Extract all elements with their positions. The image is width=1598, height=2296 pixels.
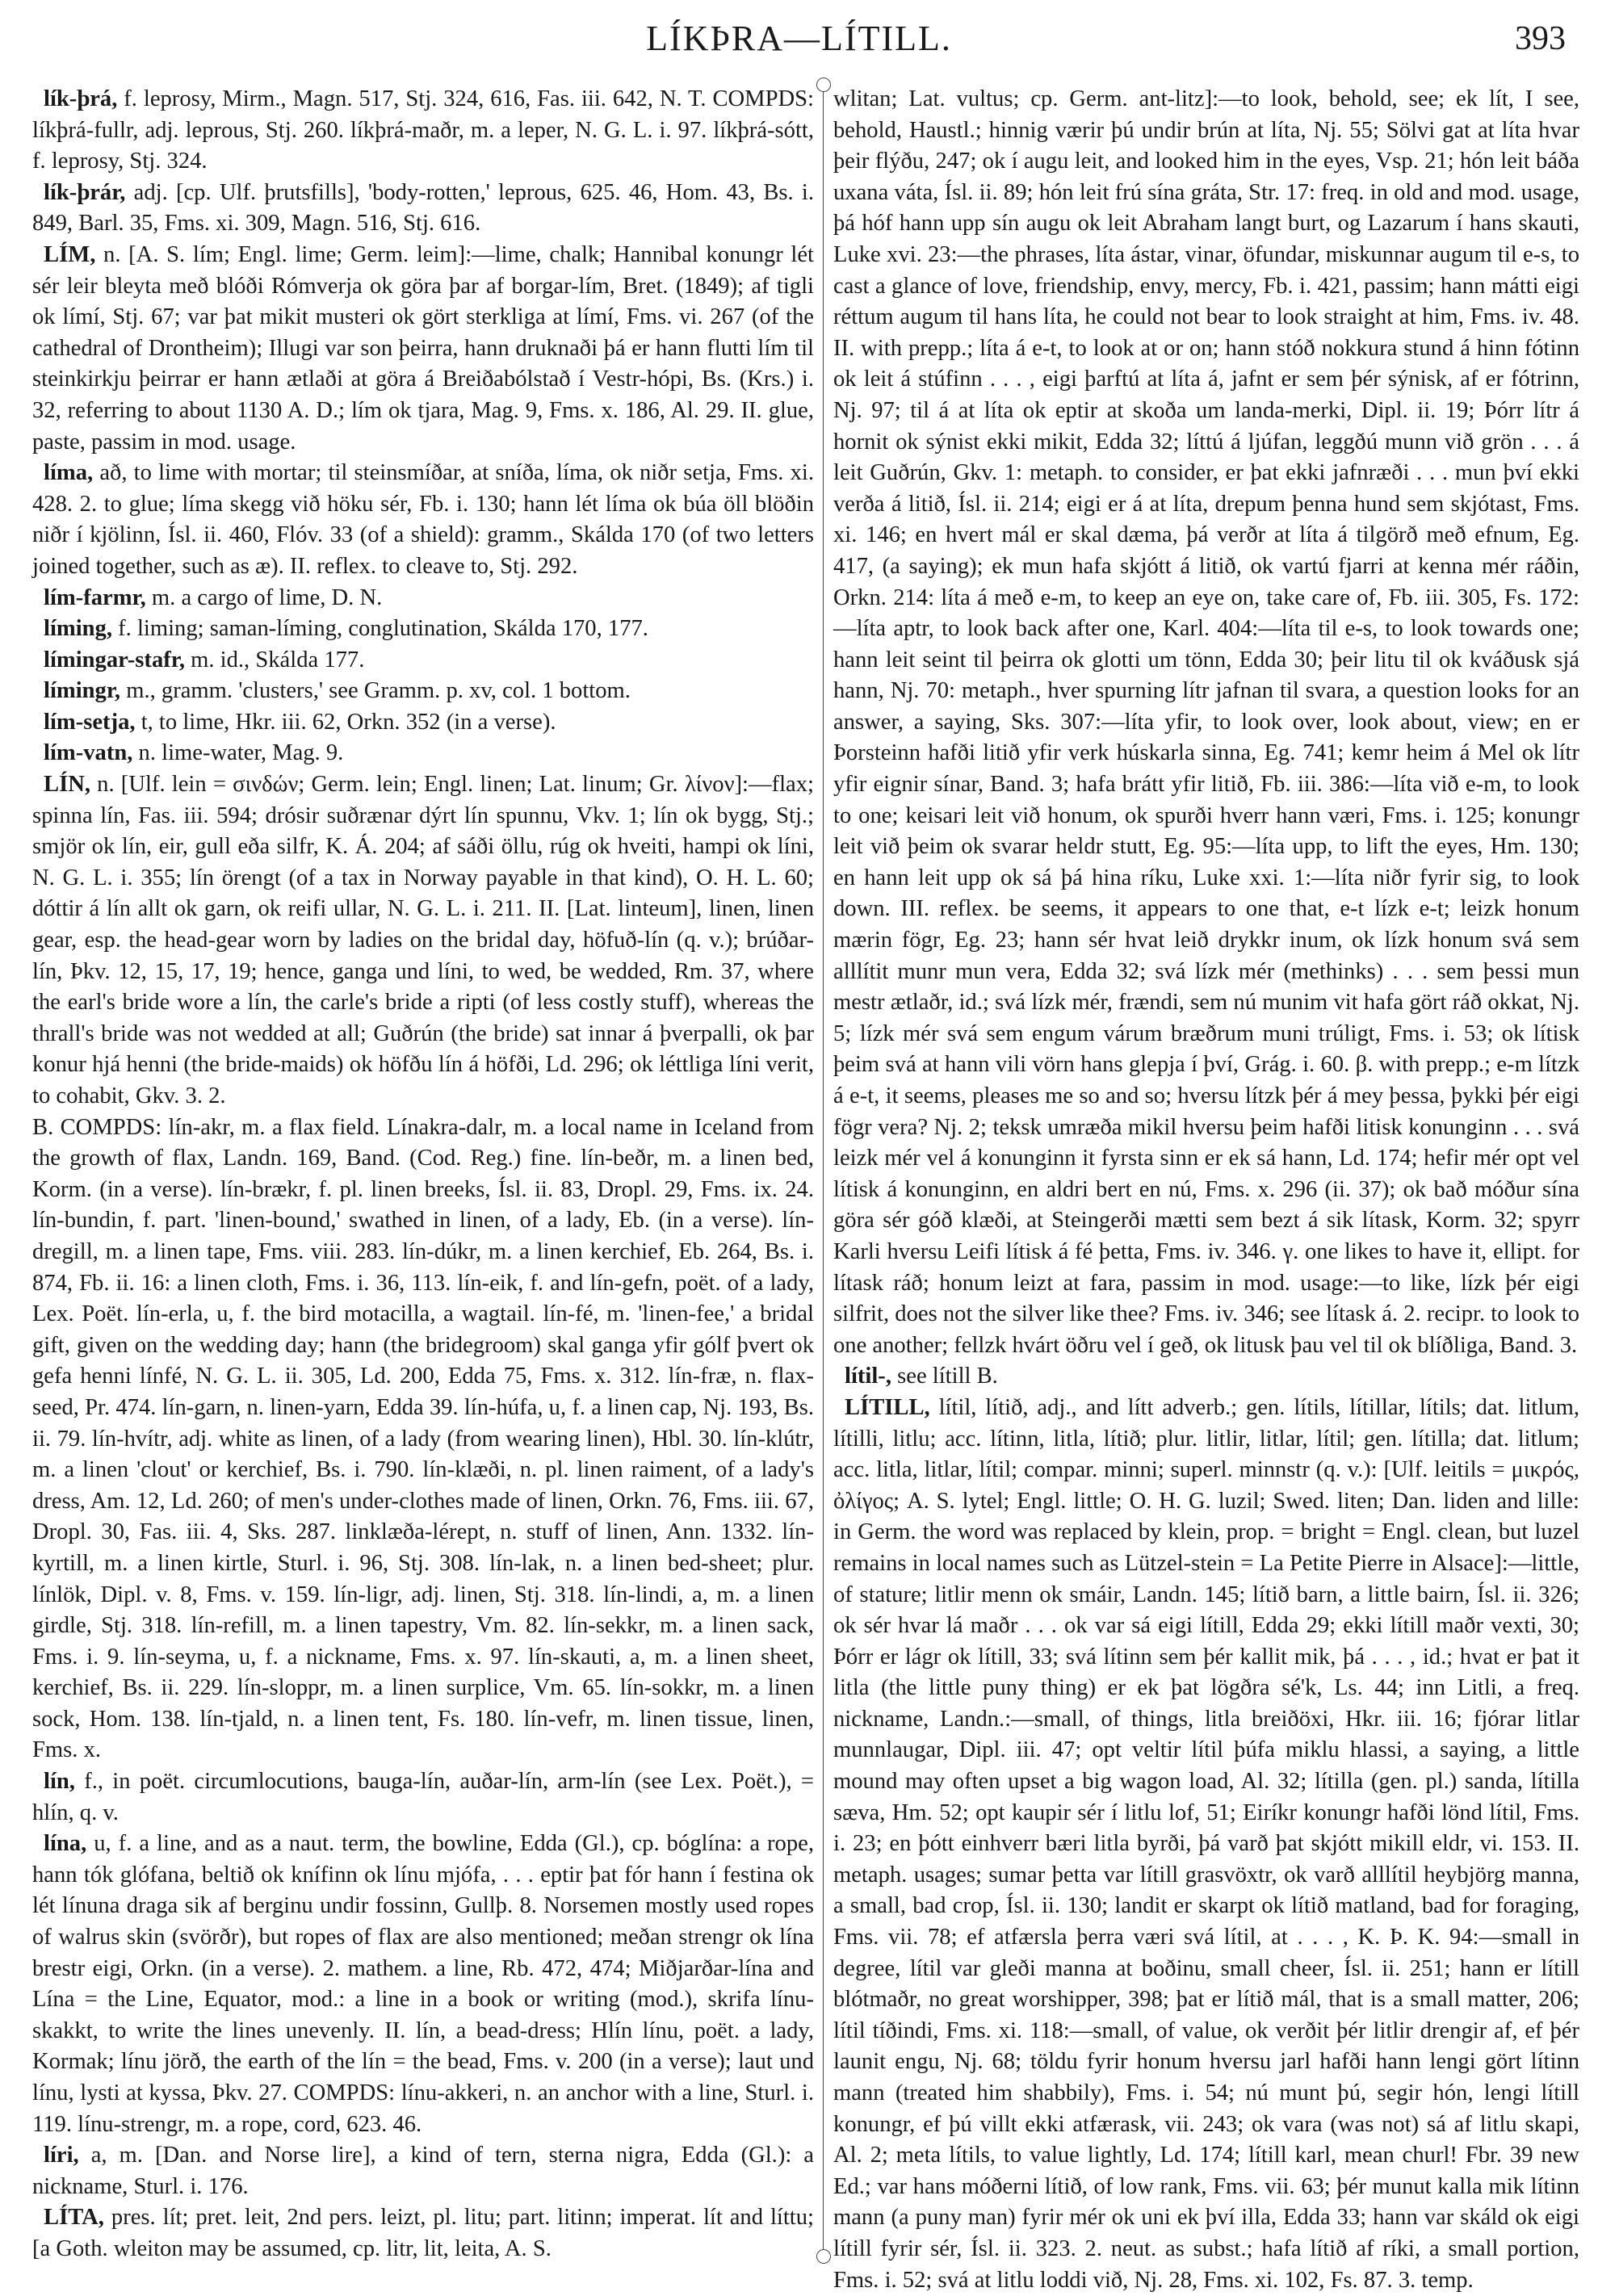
entry-definition: pres. lít; pret. leit, 2nd pers. leizt, pl. litu; part. litinn; imperat. lít and líttu; [a Goth. wleiton may be assumed, cp. litr, lit, leita, A. S.	[32, 2205, 814, 2261]
entry-headword: lítil-,	[845, 1364, 891, 1389]
entry-definition: a, m. [Dan. and Norse lire], a kind of tern, sterna nigra, Edda (Gl.): a nickname, Sturl. i. 176.	[32, 2143, 814, 2199]
entry-definition: að, to lime with mortar; til steinsmíðar, at sníða, líma, ok niðr setja, Fms. xi. 428. 2. to glue; líma skegg við höku sér, Fb. i. 130; hann lét líma ok búa öll blöðin niðr í kjölinn, Ísl. ii. 460, Flóv. 33 (of a shield): gramm., Skálda 170 (of two letters joined together, such as æ). II. reflex. to cleave to, Stj. 292.	[32, 460, 814, 579]
entry-definition: m. a cargo of lime, D. N.	[145, 584, 383, 610]
entry-definition: t, to lime, Hkr. iii. 62, Orkn. 352 (in a verse).	[135, 709, 556, 735]
entry-definition: n. lime-water, Mag. 9.	[132, 740, 344, 766]
entry-headword: líma,	[44, 460, 94, 486]
entry-headword: LÍM,	[44, 241, 96, 267]
right-column	[833, 84, 1579, 2296]
entry-definition: m., gramm. 'clusters,' see Gramm. p. xv, col. 1 bottom.	[120, 678, 631, 704]
entry-definition: n. [A. S. lím; Engl. lime; Germ. leim]:—lime, chalk; Hannibal konungr lét sér leir bleyta með blóði Rómverja ok göra þar af borgar-lím, Bret. (1849); af tigli ok límí, Stj. 67; var þat mikit musteri ok gört sterkliga at límí, Fms. vi. 267 (of the cathedral of Drontheim); Illugi var son þeirra, hann druknaði þá er hann flutti lím til steinkirkju þeirrar er hann ætlaði at göra á Breiðabólstað í Vestr-hópi, Bs. (Krs.) i. 32, referring to about 1130 A. D.; lím ok tjara, Mag. 9, Fms. x. 186, Al. 29. II. glue, paste, passim in mod. usage.	[32, 241, 814, 455]
entry-definition: f. leprosy, Mirm., Magn. 517, Stj. 324, 616, Fas. iii. 642, N. T. COMPDS: líkþrá-fullr, adj. leprous, Stj. 260. líkþrá-maðr, m. a leper, N. G. L. i. 97. líkþrá-sótt, f. leprosy, Stj. 324.	[32, 86, 814, 174]
dictionary-entry	[32, 645, 814, 677]
dictionary-entry	[32, 1112, 814, 1766]
entry-headword: lím-farmr,	[44, 584, 146, 610]
dictionary-entry	[32, 614, 814, 645]
entry-definition: f., in poët. circumlocutions, bauga-lín, auðar-lín, arm-lín (see Lex. Poët.), = hlín, q. v.	[32, 1769, 814, 1825]
left-column	[32, 84, 814, 2265]
entry-headword: LÍTILL,	[845, 1394, 930, 1420]
dictionary-entry	[833, 1393, 1579, 2296]
entry-headword: límingar-stafr,	[44, 647, 185, 672]
divider-ornament-top	[816, 78, 831, 92]
entry-headword: lím-setja,	[44, 709, 136, 735]
dictionary-entry	[32, 458, 814, 582]
entry-headword: lína,	[44, 1831, 87, 1857]
dictionary-entry	[32, 707, 814, 739]
entry-definition: n. [Ulf. lein = σινδών; Germ. lein; Engl. linen; Lat. linum; Gr. λίνον]:—flax; spinna lín, Fas. iii. 594; drósir suðrænar dýrt lín spunnu, Vkv. 1; lín ok bygg, Stj.; smjör ok lín, eir, gull eða silfr, K. Á. 204; af sáði öllu, rúg ok hveiti, hampi ok líni, N. G. L. i. 355; lín örengt (of a tax in Norway payable in that kind), O. H. L. 60; dóttir á lín allt ok garn, ok reifi ullar, N. G. L. i. 211. II. [Lat. linteum], linen, linen gear, esp. the head-gear worn by ladies on the bridal day, höfuð-lín (q. v.); brúðar-lín, Þkv. 12, 15, 17, 19; hence, ganga und líni, to wed, be wedded, Rm. 37, where the earl's bride wore a lín, the carle's bride a ripti (of less costly stuff), whereas the thrall's bride was not wedded at all; Guðrún (the bride) sat innar á þverpalli, ok þar konur hjá henni (the bride-maids) ok höfðu lín á höfði, Ld. 296; ok léttliga líni verit, to cohabit, Gkv. 3. 2.	[32, 772, 814, 1108]
dictionary-entry	[32, 2202, 814, 2265]
dictionary-entry	[833, 84, 1579, 1361]
entry-definition: wlitan; Lat. vultus; cp. Germ. ant-litz]:—to look, behold, see; ek lít, I see, behold, Haustl.; hinnig værir þú undir brún at líta, Nj. 55; Sölvi gat at líta hvar þeir flýðu, 247; ok í augu leit, and looked him in the eyes, Vsp. 21; hón leit báða uxana váta, Ísl. ii. 89; hón leit frú sína gráta, Str. 17: freq. in old and mod. usage, þá hóf hann upp sín augu ok leit Abraham langt burt, og Lazarum í hans skauti, Luke xvi. 23:—the phrases, líta ástar, vinar, öfundar, miskunnar augum til e-s, to cast a glance of love, friendship, envy, mercy, Fb. i. 421, passim; hann mátti eigi réttum augum til hans líta, he could not bear to look straight at him, Fms. iv. 48. II. with prepp.; líta á e-t, to look at or on; hann stóð nokkura stund á hinn fótinn ok leit á stúfinn . . . , eigi þarftú at líta á, jafnt er sem þér sýnisk, af er fótrinn, Nj. 97; til á at líta ok eptir at skoða um landa-merki, Dipl. ii. 19; Þórr lítr á hornit ok sýnist ekki mikit, Edda 32; líttú á ljúfan, leggðú munn við grön . . . á leit Guðrún, Gkv. 1: metaph. to consider, er þat ekki jafnræði . . . mun því ekki verða á litið, Ísl. ii. 214; eigi er á at líta, drepum þenna hund sem skjótast, Fms. xi. 146; en hvert mál er skal dæma, þá verðr at líta á tilgörð með efnum, Eg. 417, (a saying); ek mun hafa skjótt á litið, ok vartú fjarri at kenna mér ráðin, Orkn. 214: líta á með e-m, to keep an eye on, take care of, Fb. iii. 305, Fs. 172:—líta aptr, to look back after one, Karl. 404:—líta til e-s, to look towards one; hann leit seint til þeirra ok glotti um tönn, Edda 30; þeir litu til ok kváðusk sjá hann, Nj. 70: metaph., hver spurning lítr jafnan til svara, a question looks for an answer, a saying, Sks. 307:—líta yfir, to look over, look about, view; en er Þorsteinn hafði litið yfir verk húskarla sinna, Eg. 741; kemr heim á Mel ok lítr yfir eignir sínar, Band. 3; hafa brátt yfir litið, Fb. iii. 386:—líta við e-m, to look to one; keisari leit við honum, ok spurði hverr hann væri, Fms. i. 125; konungr leit við þeim ok svarar heldr stutt, Eg. 95:—líta upp, to lift the eyes, Hm. 130; en hann leit upp ok sá þá hina ríku, Luke xxi. 1:—líta niðr fyrir sig, to look down. III. reflex. be seems, it appears to one that, e-t lízk e-t; leizk honum mærin fögr, Eg. 23; hann sér hvat leið drykkr inum, ok lízk honum svá sem alllítit munr mun vera, Edda 32; svá lízk mér (methinks) . . . sem þessi mun mestr ætlaðr, id.; svá lízk mér, frændi, sem nú munim vit hafa gört ráð okkat, Nj. 5; lízk mér svá sem engum várum bræðrum muni trúligt, Fms. i. 53; ok lítisk þeim svá at hann vili vörn hans glepja í því, Grág. i. 60. β. with prepp.; e-m lítzk á e-t, it seems, pleases me so and so; hversu lítzk þér á mey þessa, þykki þér eigi fögr vera? Nj. 2; teksk umræða mikil hversu þeim hafði litisk konunginn . . . svá leizk mér vel á konunginn it fyrsta sinn er ek sá hann, Ld. 174; hefir mér opt vel lítisk á konunginn, en aldri bert en nú, Fms. x. 296 (ii. 37); ok bað móður sína göra sér góð klæði, at Steingerði mætti sem bezt á sik lítask, Korm. 32; spyrr Karli hversu Leifi lítisk á fé þetta, Fms. iv. 346. γ. one likes to have it, ellipt. for lítask ráð; honum leizt at fara, passim in mod. usage:—to like, lízk þér eigi silfrit, does not the silver like thee? Fms. iv. 346; see lítask á. 2. recipr. to look to one another; fellzk hvárt öðru vel í geð, ok litusk þau vel til ok blíðliga, Band. 3.	[833, 86, 1579, 1358]
dictionary-entry	[32, 1829, 814, 2140]
divider-ornament-bottom	[816, 2249, 831, 2264]
entry-headword: lín,	[44, 1769, 75, 1795]
entry-definition: u, f. a line, and as a naut. term, the bowline, Edda (Gl.), cp. bóglína: a rope, hann tók glófana, beltið ok knífinn ok línu mjófa, . . . eptir þat fór hann í festina ok lét línuna draga sik af berginu undir fossinn, Gullþ. 8. Norsemen mostly used ropes of walrus skin (svörðr), but ropes of flax are also mentioned; meðan strengr ok lína brestr eigi, Orkn. (in a verse). 2. mathem. a line, Rb. 472, 474; Miðjarðar-lína and Lína = the Line, Equator, mod.: a line in a book or writing (mod.), skrifa línu-skakkt, to write the lines unevenly. II. lín, a bead-dress; Hlín línu, poët. a lady, Kormak; línu jörð, the earth of the lín = the bead, Fms. v. 200 (in a verse); laut und línu, lysti at kyssa, Þkv. 27. COMPDS: línu-akkeri, n. an anchor with a line, Sturl. i. 119. línu-strengr, m. a rope, cord, 623. 46.	[32, 1831, 814, 2137]
entry-definition: f. liming; saman-líming, conglutination, Skálda 170, 177.	[112, 616, 648, 642]
dictionary-entry	[32, 84, 814, 178]
entry-definition: m. id., Skálda 177.	[184, 647, 365, 672]
entry-headword: lík-þrá,	[44, 86, 118, 111]
running-header-title: LÍKÞRA—LÍTILL.	[646, 19, 952, 58]
entry-headword: lím-vatn,	[44, 740, 133, 766]
entry-headword: lík-þrár,	[44, 179, 126, 205]
entry-headword: LÍN,	[44, 772, 90, 798]
entry-definition: lítil, lítið, adj., and lítt adverb.; gen. lítils, lítillar, lítils; dat. litlum, lítilli, litlu; acc. lítinn, litla, lítið; plur. litlir, litlar, lítil; gen. lítilla; dat. litlum; acc. litla, litlar, lítil; compar. minni; superl. minnstr (q. v.): [Ulf. leitils = μικρός, ὀλίγος; A. S. lytel; Engl. little; O. H. G. luzil; Swed. liten; Dan. liden and lille: in Germ. the word was replaced by klein, prop. = bright = Engl. clean, but luzel remains in local names such as Lützel-stein = La Petite Pierre in Alsace]:—little, of stature; litlir menn ok smáir, Landn. 145; lítið barn, a little bairn, Ísl. ii. 326; ok sér hvar lá maðr . . . ok var sá eigi lítill, Edda 29; ekki lítill maðr vexti, 30; Þórr er lágr ok lítill, 33; svá lítinn sem þér kallit mik, þá . . . , id.; hvat er þat it litla (the little puny thing) er ek þat lögðra sé'k, Ls. 44; inn Litli, a freq. nickname, Landn.:—small, of things, litla breiðöxi, Hkr. iii. 16; fjórar litlar munnlaugar, Dipl. iii. 47; opt veltir lítil þúfa miklu hlassi, a saying, a little mound may often upset a big wagon load, Al. 32; lítilla (gen. pl.) sanda, lítilla sæva, Hm. 52; opt kaupir sér í litlu lof, 51; Eiríkr konungr hafði lönd lítil, Fms. i. 23; en þótt einhverr bæri litla byrði, þá varð þat skjótt mikill eldr, vi. 153. II. metaph. usages; sumar þetta var lítill grasvöxtr, ok varð alllítil heybjörg manna, a small, bad crop, Ísl. ii. 130; landit er skarpt ok lítið matland, bad for foraging, Fms. vii. 78; ef atfærsla þerra væri svá lítil, at . . . , K. Þ. K. 94:—small in degree, lítil var gleði manna at boðinu, small cheer, Ísl. ii. 251; hann er lítill blótmaðr, no great worshipper, 398; þat er lítið mál, that is a small matter, 206; lítil tíðindi, Fms. xi. 118:—small, of value, ok verðit þér litlir drengir af, ef þér launit engu, Nj. 68; töldu fyrir honum hversu jarl hafði hann lengi gört lítinn mann (treated him shabbily), Fms. i. 54; nú munt þú, segir hón, lengi lítill konungr, ef þú villt ekki atfærask, vii. 243; ok vara (was not) sá af litlu skapi, Al. 2; meta lítils, to value lightly, Ld. 174; lítill karl, mean churl! Fbr. 39 new Ed.; var hans móðerni lítið, of low rank, Fms. vii. 63; þér munut kalla mik lítinn mann (a puny man) fyrir mér ok uni ek því illa, Edda 33; hann var skáld ok eigi lítill fyrir sér, Ísl. ii. 323. 2. neut. as subst.; hafa lítið af ríki, a small portion, Fms. i. 52; svá at litlu loddi við, Nj. 28, Fms. xi. 102, Fs. 87. 3. temp.	[833, 1394, 1579, 2293]
dictionary-entry	[32, 769, 814, 1112]
dictionary-entry	[32, 178, 814, 240]
entry-headword: líming,	[44, 616, 112, 642]
entry-headword: líri,	[44, 2143, 79, 2168]
dictionary-entry	[32, 676, 814, 707]
dictionary-entry	[32, 2140, 814, 2202]
dictionary-entry	[833, 1361, 1579, 1393]
dictionary-entry	[32, 1766, 814, 1829]
entry-definition: B. COMPDS: lín-akr, m. a flax field. Línakra-dalr, m. a local name in Iceland from the growth of flax, Landn. 169, Band. (Cod. Reg.) fine. lín-beðr, m. a linen bed, Korm. (in a verse). lín-brækr, f. pl. linen breeks, Ísl. ii. 83, Dropl. 29, Fms. ix. 24. lín-bundin, f. part. 'linen-bound,' swathed in linen, of a lady, Eb. (in a verse). lín-dregill, m. a linen tape, Fms. viii. 283. lín-dúkr, m. a linen kerchief, Eb. 264, Bs. i. 874, Fb. ii. 16: a linen cloth, Fms. i. 36, 113. lín-eik, f. and lín-gefn, poët. of a lady, Lex. Poët. lín-erla, u, f. the bird motacilla, a wagtail. lín-fé, m. 'linen-fee,' a bridal gift, given on the wedding day; hann (the bridegroom) skal ganga yfir gólf þvert ok gefa henni línfé, N. G. L. ii. 305, Ld. 200, Edda 75, Fms. x. 312. lín-fræ, n. flax-seed, Pr. 474. lín-garn, n. linen-yarn, Edda 39. lín-húfa, u, f. a linen cap, Nj. 193, Bs. ii. 79. lín-hvítr, adj. white as linen, of a lady (from wearing linen), Hbl. 30. lín-klútr, m. a linen 'clout' or kerchief, Bs. i. 790. lín-klæði, n. pl. linen raiment, of a lady's dress, Am. 12, Ld. 260; of men's under-clothes made of linen, Orkn. 76, Fms. iii. 67, Dropl. 30, Fas. iii. 4, Sks. 287. linklæða-lérept, n. stuff of linen, Ann. 1332. lín-kyrtill, m. a linen kirtle, Sturl. i. 96, Stj. 308. lín-lak, n. a linen bed-sheet; plur. línlök, Dipl. v. 8, Fms. v. 159. lín-ligr, adj. linen, Stj. 318. lín-lindi, a, m. a linen girdle, Stj. 318. lín-refill, m. a linen tapestry, Vm. 82. lín-sekkr, m. a linen sack, Fms. i. 9. lín-seyma, u, f. a nickname, Fms. x. 97. lín-skauti, a, m. a linen sheet, kerchief, Bs. ii. 229. lín-sloppr, m. a linen surplice, Vm. 65. lín-sokkr, m. a linen sock, Hom. 138. lín-tjald, n. a linen tent, Fs. 180. lín-vefr, m. linen tissue, linen, Fms. x.	[32, 1114, 814, 1763]
entry-definition: adj. [cp. Ulf. þrutsfills], 'body-rotten,' leprous, 625. 46, Hom. 43, Bs. i. 849, Barl. 35, Fms. xi. 309, Magn. 516, Stj. 616.	[32, 179, 814, 237]
entry-headword: límingr,	[44, 678, 121, 704]
column-divider	[823, 87, 824, 2251]
entry-headword: LÍTA,	[44, 2205, 104, 2231]
page-number: 393	[1515, 20, 1566, 57]
dictionary-entry	[32, 583, 814, 614]
entry-definition: see lítill B.	[891, 1364, 998, 1389]
dictionary-entry	[32, 738, 814, 769]
dictionary-entry	[32, 240, 814, 458]
